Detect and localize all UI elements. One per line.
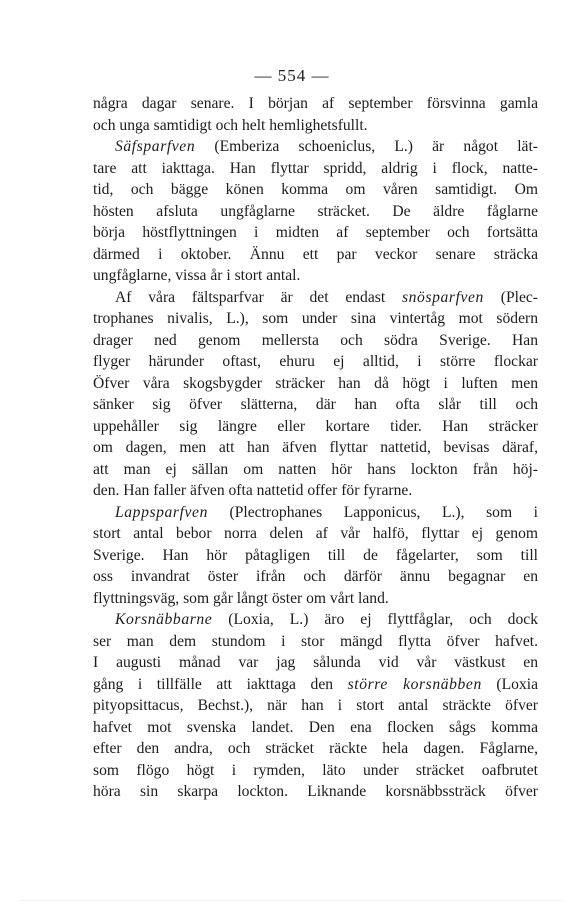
text-line <box>93 566 538 588</box>
text-segment: därmed i oktober. Ännu ett par veckor senare sträcka <box>93 245 538 263</box>
text-segment: flyger härunder oftast, ehuru ej alltid, i större flockar <box>93 353 538 370</box>
species-name: Säfsparfven <box>115 138 196 155</box>
text-line <box>93 330 538 352</box>
text-line <box>93 158 538 180</box>
body-text <box>93 93 538 803</box>
text-line <box>93 351 538 373</box>
species-name: större korsnäbben <box>347 675 482 693</box>
text-line <box>93 437 538 459</box>
text-segment: sänker sig öfver slätterna, där han ofta slår till och <box>93 396 538 413</box>
text-line <box>93 523 538 545</box>
text-segment: (Plec- <box>483 288 538 306</box>
text-segment: Sverige. Han hör påtagligen till de fågelarter, som till <box>93 546 538 564</box>
text-line <box>93 674 538 696</box>
text-segment: oss invandrat öster ifrån och därför ännu begagnar en <box>93 568 538 585</box>
text-line <box>93 115 538 137</box>
text-segment: I augusti månad var jag sålunda vid vår västkust en <box>93 654 538 671</box>
text-segment: hafvet mot svenska landet. Den ena flocken sågs komma <box>93 718 538 736</box>
text-segment: pityopsittacus, Bechst.), när han i stort antal sträckte öfver <box>93 697 538 714</box>
text-line <box>93 760 538 782</box>
text-segment: flyttningsväg, som går långt öster om vårt land. <box>93 589 389 607</box>
scan-artifact-line <box>20 900 564 905</box>
text-segment: Öfver våra skogsbygder sträcker han då högt i luften men <box>93 374 538 392</box>
text-segment: (Loxia, L.) äro ej flyttfåglar, och dock <box>212 611 538 628</box>
text-segment: uppehåller sig längre eller kortare tider. Han sträcker <box>93 417 538 435</box>
text-segment: höra sin skarpa lockton. Liknande korsnäbbssträck öfver <box>93 783 538 800</box>
page-number: — 554 — <box>254 66 330 85</box>
text-segment: hösten afsluta ungfåglarne sträcket. De äldre fåglarne <box>93 202 538 220</box>
text-segment: ungfåglarne, vissa år i stort antal. <box>93 267 301 284</box>
text-line <box>93 201 538 223</box>
species-name: Korsnäbbarne <box>115 611 213 628</box>
text-line <box>93 717 538 739</box>
text-line <box>93 652 538 674</box>
text-line <box>93 265 538 287</box>
text-line <box>93 222 538 244</box>
text-segment: tid, och bägge könen komma om våren samtidigt. Om <box>93 181 538 198</box>
text-segment: (Plectrophanes Lapponicus, L.), som i <box>207 503 538 521</box>
text-segment: som flögo högt i rymden, läto under sträcket oafbrutet <box>93 761 538 779</box>
text-line <box>93 631 538 653</box>
text-line <box>93 308 538 330</box>
text-segment: några dagar senare. I början af september försvinna gamla <box>93 95 538 112</box>
text-line <box>93 394 538 416</box>
species-name: snösparfven <box>401 288 484 306</box>
text-segment: att man ej sällan om natten hör hans lockton från höj- <box>93 460 538 478</box>
text-line <box>93 459 538 481</box>
text-segment: ser man dem stundom i stor mängd flytta öfver hafvet. <box>93 632 538 650</box>
text-line <box>93 179 538 201</box>
text-segment: och unga samtidigt och helt hemlighetsfullt. <box>93 116 368 134</box>
text-line <box>93 480 538 502</box>
text-line <box>93 287 538 309</box>
text-line <box>93 609 538 631</box>
text-segment: trophanes nivalis, L.), som under sina vintertåg mot södern <box>93 310 538 327</box>
text-segment: efter den andra, och sträcket räckte hela dagen. Fåglarne, <box>93 740 538 757</box>
text-line <box>93 588 538 610</box>
text-line <box>93 416 538 438</box>
text-segment: (Emberiza schoeniclus, L.) är något lät- <box>195 138 538 155</box>
text-line <box>93 502 538 524</box>
text-segment: drager ned genom mellersta och södra Sverige. Han <box>93 331 538 349</box>
text-segment: Af våra fältsparfvar är det endast <box>115 288 402 306</box>
text-segment: (Loxia <box>481 675 538 693</box>
text-line <box>93 781 538 803</box>
text-segment: tare att iakttaga. Han flyttar spridd, aldrig i flock, natte- <box>93 159 538 177</box>
text-line <box>93 93 538 115</box>
text-segment: om dagen, men att han äfven flyttar nattetid, bevisas däraf, <box>93 439 538 456</box>
text-segment: den. Han faller äfven ofta nattetid offer för fyrarne. <box>93 482 413 499</box>
text-segment: börja höstflyttningen i midten af september och fortsätta <box>93 224 538 241</box>
text-line <box>93 695 538 717</box>
text-line <box>93 136 538 158</box>
text-segment: stort antal bebor norra delen af vår halfö, flyttar ej genom <box>93 525 538 542</box>
text-segment: gång i tillfälle att iakttaga den <box>93 675 348 693</box>
species-name: Lappsparfven <box>115 503 208 521</box>
text-line <box>93 545 538 567</box>
text-line <box>93 373 538 395</box>
text-line <box>93 244 538 266</box>
text-line <box>93 738 538 760</box>
